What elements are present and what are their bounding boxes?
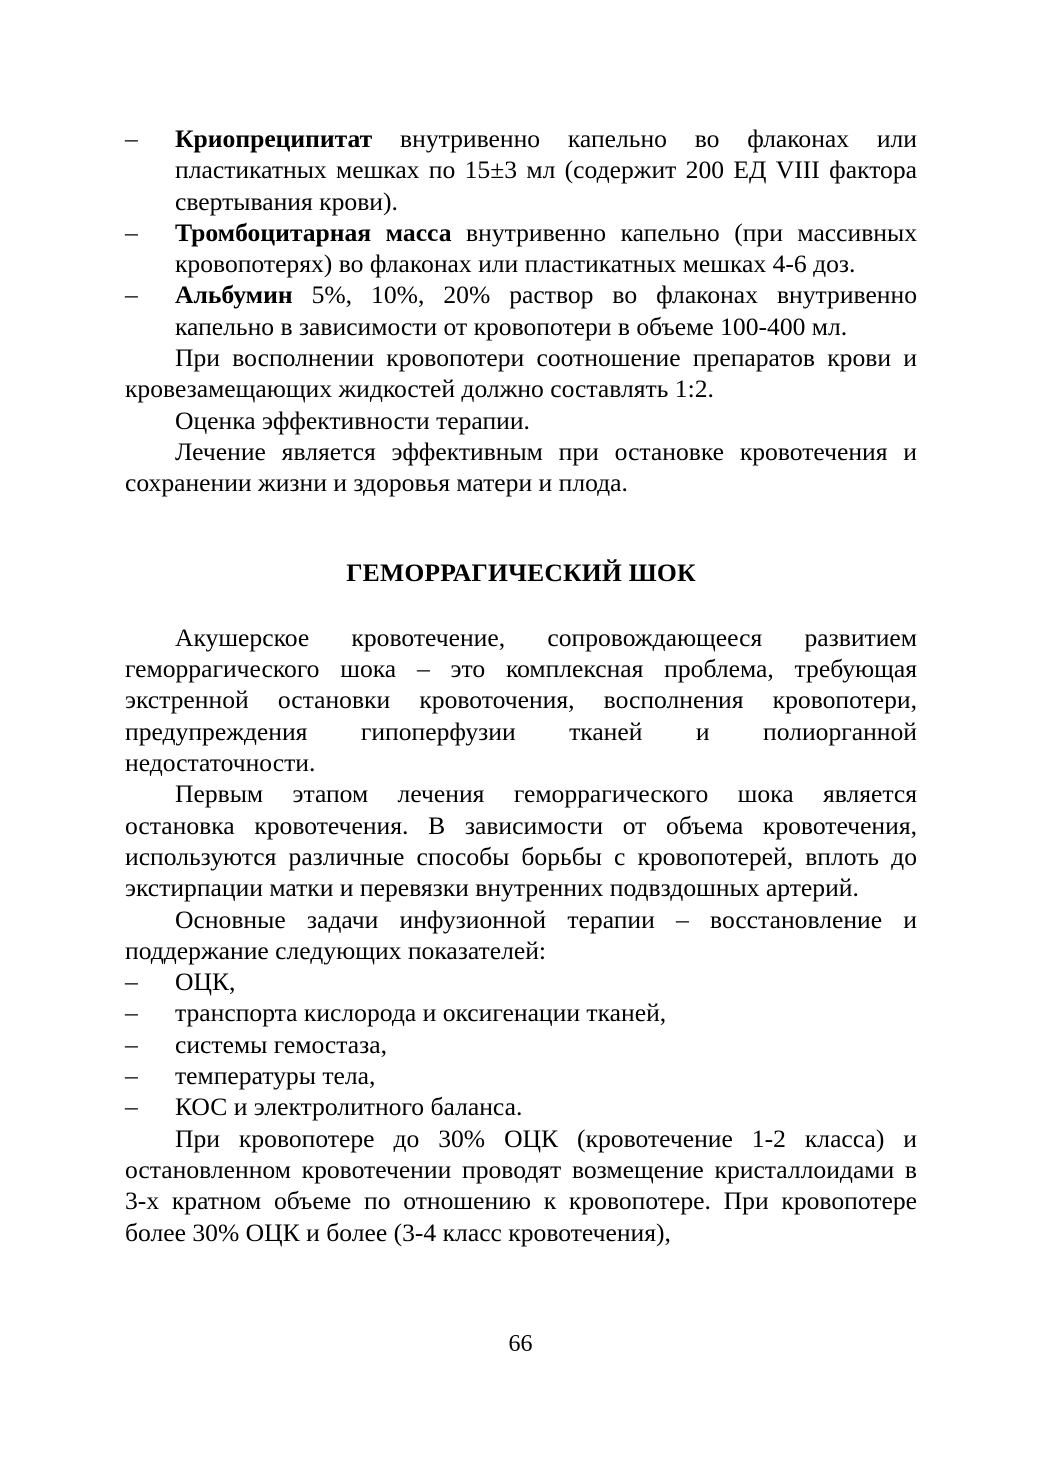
- list-item-text: ОЦК,: [175, 967, 236, 997]
- list-dash: –: [125, 1061, 138, 1091]
- list-item-text: внутривенно капельно во флаконах или пластикатных мешках по 15±3 мл (содержит 200 ЕД VIII фактора свертывания крови).: [175, 124, 917, 216]
- paragraph: При кровопотере до 30% ОЦК (кровотечение 1-2 класса) и остановленном кровотечении проводят возмещение кристаллоидами в 3-х кратном объеме по отношению к кровопотере. При кровопотере более 30% ОЦК и более (3-4 класс кровотечения),: [125, 1123, 917, 1247]
- term-bold: Тромбоцитарная масса: [175, 217, 452, 247]
- list-item: [125, 279, 917, 342]
- page-body: [125, 123, 917, 1248]
- list-dash: –: [125, 1029, 138, 1059]
- section-heading: ГЕМОРРАГИЧЕСКИЙ ШОК: [346, 557, 696, 587]
- list-item-text: КОС и электролитного баланса.: [175, 1092, 523, 1122]
- paragraph: При восполнении кровопотери соотношение препаратов крови и кровезамещающих жидкостей должно составлять 1:2.: [125, 343, 917, 404]
- list-item: [125, 123, 917, 217]
- list-item-text: 5%, 10%, 20% раствор во флаконах внутривенно капельно в зависимости от кровопотери в объеме 100-400 мл.: [175, 280, 917, 341]
- list-item-text: системы гемостаза,: [175, 1029, 387, 1059]
- list-item: [125, 217, 917, 280]
- list-item: [125, 966, 917, 997]
- list-item: [125, 1029, 917, 1060]
- term-bold: Альбумин: [175, 280, 293, 310]
- list-dash: –: [125, 124, 138, 153]
- list-item-text: внутривенно капельно (при массивных кровопотерях) во флаконах или пластикатных мешках 4-6 доз.: [175, 217, 917, 279]
- list-item-text: транспорта кислорода и оксигенации тканей,: [175, 998, 667, 1028]
- paragraph: Основные задачи инфузионной терапии – восстановление и поддержание следующих показателей:: [125, 904, 917, 965]
- page-number: 66: [508, 1331, 533, 1357]
- list-item: [125, 997, 917, 1028]
- paragraph: Лечение является эффективным при остановке кровотечения и сохранении жизни и здоровья матери и плода.: [125, 436, 917, 498]
- paragraph: Первым этапом лечения геморрагического шока является остановка кровотечения. В зависимости от объема кровотечения, используются различные способы борьбы с кровопотерей, вплоть до экстирпации матки и перевязки внутренних подвздошных артерий.: [125, 779, 917, 903]
- list-dash: –: [125, 1092, 138, 1122]
- list-item: [125, 1091, 917, 1122]
- list-item-text: температуры тела,: [175, 1061, 376, 1091]
- list-dash: –: [125, 280, 138, 310]
- list-dash: –: [125, 967, 138, 997]
- paragraph: Акушерское кровотечение, сопровождающееся развитием геморрагического шока – это комплексная проблема, требующая экстренной остановки кровоточения, восполнения кровопотери, предупреждения гипоперфузии тканей и полиорганной недостаточности.: [125, 622, 917, 778]
- list-dash: –: [125, 217, 138, 247]
- list-item: [125, 1060, 917, 1091]
- list-dash: –: [125, 998, 138, 1028]
- term-bold: Криопреципитат: [175, 124, 373, 153]
- paragraph: Оценка эффективности терапии.: [175, 405, 530, 435]
